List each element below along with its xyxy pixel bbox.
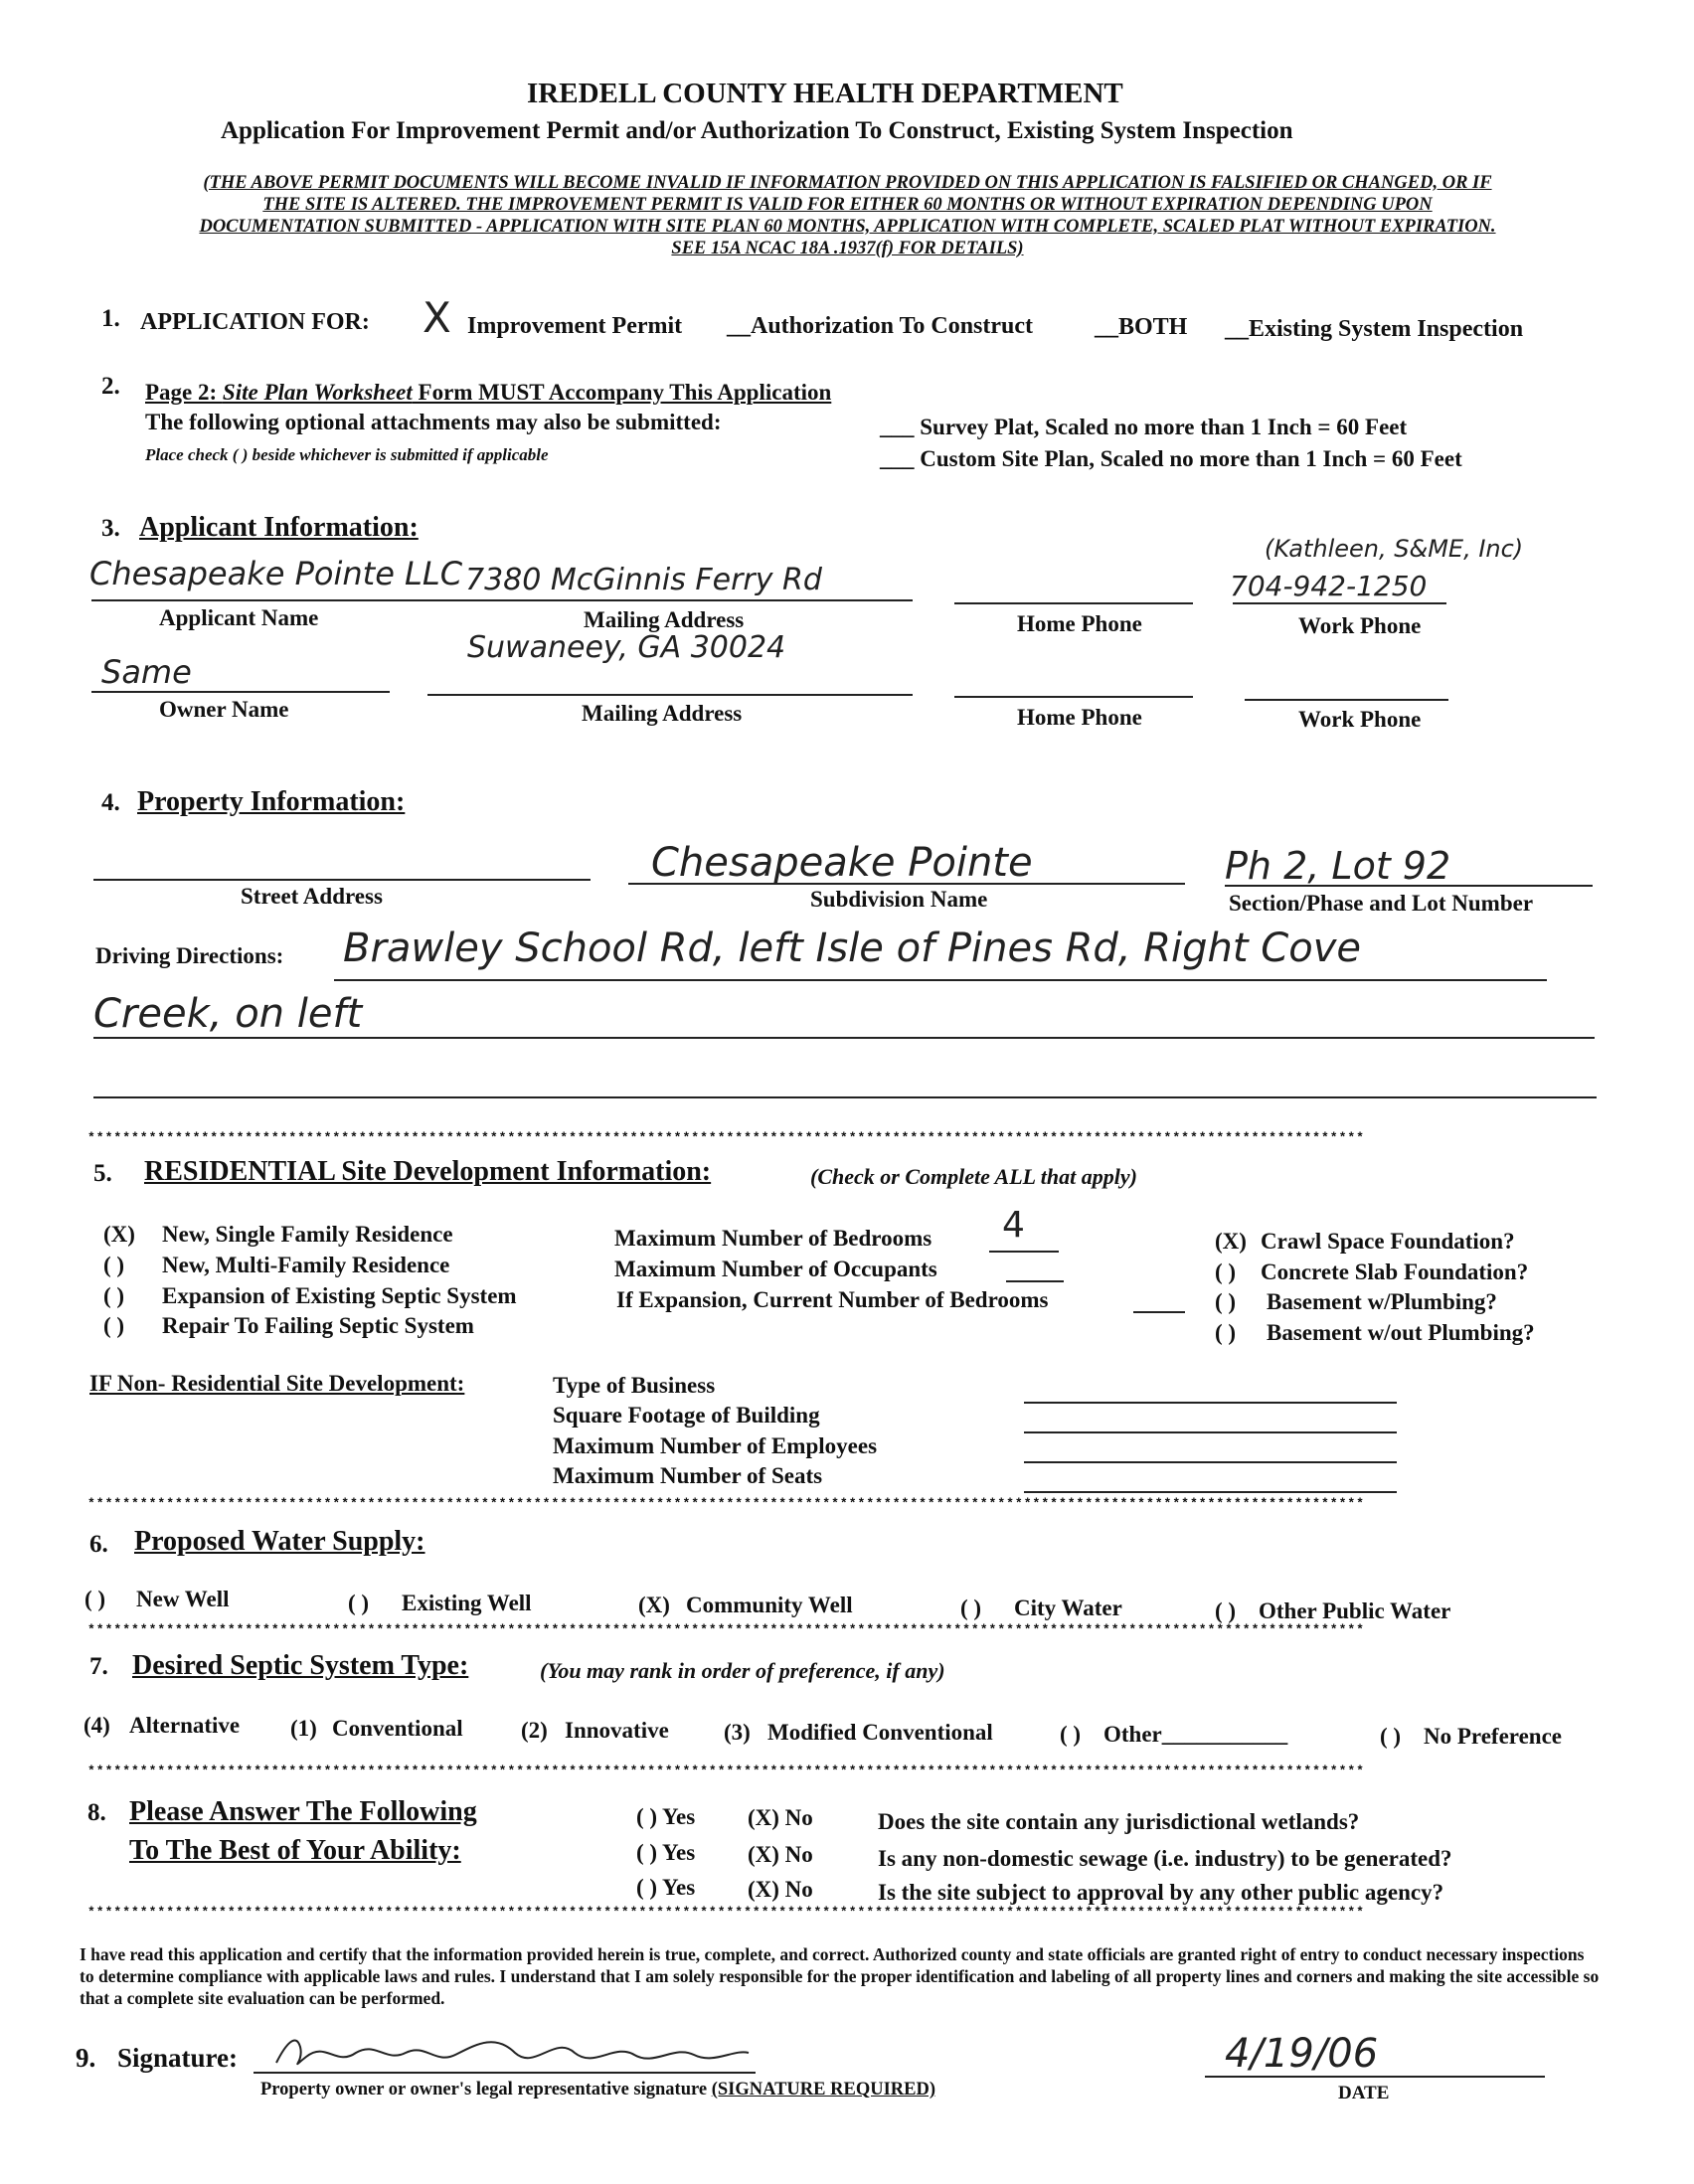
- warning-line-2: THE SITE IS ALTERED. THE IMPROVEMENT PERMIT IS VALID FOR EITHER 60 MONTHS OR WITHOUT EXPIRATION DEPENDING UPON: [262, 195, 1433, 215]
- signature-line: [254, 2072, 756, 2074]
- signature-caption: Property owner or owner's legal representative signature (SIGNATURE REQUIRED): [260, 2080, 935, 2100]
- alternative-label: Alternative: [129, 1713, 241, 1738]
- section-3-number: 3.: [101, 515, 120, 542]
- max-bedrooms-label: Maximum Number of Bedrooms: [614, 1226, 932, 1251]
- basement-plumbing-label: Basement w/Plumbing?: [1267, 1289, 1497, 1314]
- sewage-yes[interactable]: ( ) Yes: [636, 1840, 696, 1865]
- new-single-family-checkbox[interactable]: (X): [103, 1222, 135, 1247]
- date-label: DATE: [1338, 2083, 1390, 2103]
- section-9-number: 9.: [76, 2043, 96, 2073]
- expansion-checkbox[interactable]: ( ): [103, 1283, 125, 1308]
- date-value[interactable]: 4/19/06: [1225, 2031, 1379, 2077]
- signature-label: Signature:: [117, 2043, 239, 2073]
- warning-line-3: DOCUMENTATION SUBMITTED - APPLICATION WITH SITE PLAN 60 MONTHS, APPLICATION WITH COMPLETE, SCALED PLAT WITHOUT EXPIRATION.: [199, 217, 1496, 237]
- improvement-permit-check[interactable]: X: [423, 293, 451, 342]
- new-well-label: New Well: [136, 1587, 230, 1611]
- city-water-label: City Water: [1014, 1596, 1122, 1620]
- mailing-address-label: Mailing Address: [584, 607, 745, 632]
- new-well-checkbox[interactable]: ( ): [85, 1587, 106, 1611]
- expansion-label: Expansion of Existing Septic System: [162, 1283, 517, 1308]
- section-8-number: 8.: [87, 1799, 106, 1826]
- owner-home-phone-label: Home Phone: [1017, 705, 1142, 730]
- conventional-label: Conventional: [332, 1716, 463, 1741]
- max-bedrooms-line: [989, 1251, 1059, 1253]
- section-5-number: 5.: [93, 1160, 112, 1187]
- septic-type-note: (You may rank in order of preference, if any): [540, 1658, 945, 1683]
- no-preference-label: No Preference: [1424, 1724, 1562, 1749]
- work-phone-note-value[interactable]: (Kathleen, S&ME, Inc): [1265, 535, 1524, 563]
- driving-directions-line1-value[interactable]: Brawley School Rd, left Isle of Pines Rd, Right Cove: [343, 925, 1361, 971]
- owner-work-phone-label: Work Phone: [1298, 707, 1422, 732]
- handwritten-signature: [266, 2023, 754, 2083]
- form-subtitle: Application For Improvement Permit and/or Authorization To Construct, Existing System Inspection: [221, 117, 1293, 144]
- max-employees-label: Maximum Number of Employees: [553, 1433, 878, 1458]
- separator-stars-4: **************************************************************************************************************************************************: [87, 1764, 1365, 1777]
- water-supply-title: Proposed Water Supply:: [134, 1526, 425, 1557]
- sewage-no[interactable]: (X) No: [748, 1842, 813, 1867]
- square-footage-label: Square Footage of Building: [553, 1403, 820, 1428]
- work-phone-value[interactable]: 704-942-1250: [1230, 570, 1428, 602]
- residential-title: RESIDENTIAL Site Development Information:: [144, 1156, 712, 1187]
- type-of-business-label: Type of Business: [553, 1373, 716, 1398]
- residential-note: (Check or Complete ALL that apply): [810, 1164, 1137, 1189]
- new-multi-family-label: New, Multi-Family Residence: [162, 1253, 450, 1277]
- other-label: Other___________: [1103, 1722, 1288, 1747]
- city-water-checkbox[interactable]: ( ): [960, 1596, 982, 1620]
- section-6-number: 6.: [89, 1531, 108, 1558]
- innovative-rank[interactable]: (2): [521, 1718, 548, 1743]
- max-seats-line: [1024, 1491, 1397, 1493]
- mailing-address-line1-value[interactable]: 7380 McGinnis Ferry Rd: [465, 563, 822, 597]
- agency-no[interactable]: (X) No: [748, 1877, 813, 1902]
- separator-stars-3: **************************************************************************************************************************************************: [87, 1623, 1365, 1636]
- survey-plat-option[interactable]: ___ Survey Plat, Scaled no more than 1 Inch = 60 Feet: [880, 415, 1408, 439]
- septic-type-title: Desired Septic System Type:: [132, 1650, 469, 1681]
- applicant-info-title: Applicant Information:: [139, 512, 419, 543]
- square-footage-line: [1024, 1431, 1397, 1433]
- applicant-name-value[interactable]: Chesapeake Pointe LLC: [89, 555, 463, 592]
- owner-mailing-line: [427, 694, 913, 696]
- separator-stars-2: **************************************************************************************************************************************************: [87, 1497, 1365, 1510]
- home-phone-line: [954, 602, 1193, 604]
- max-bedrooms-value[interactable]: 4: [1002, 1205, 1025, 1246]
- owner-name-line: [91, 691, 390, 693]
- wetlands-question: Does the site contain any jurisdictional wetlands?: [878, 1809, 1360, 1834]
- work-phone-line: [1233, 602, 1446, 604]
- concrete-slab-label: Concrete Slab Foundation?: [1261, 1260, 1529, 1284]
- work-phone-label: Work Phone: [1298, 613, 1422, 638]
- modified-conventional-rank[interactable]: (3): [724, 1720, 751, 1745]
- directions-line-2: [93, 1037, 1595, 1039]
- community-well-checkbox[interactable]: (X): [638, 1593, 670, 1617]
- other-rank[interactable]: ( ): [1060, 1722, 1082, 1747]
- certification-text: I have read this application and certify that the information provided herein is true, complete, and correct. Authorized county and state officials are granted right of entry to conduct necessary inspections to determine compliance with applicable laws and rules. I understand that I am solely responsible for the proper identification and labeling of all property lines and corners and making the site accessible so that a complete site evaluation can be performed.: [80, 1944, 1600, 2008]
- crawl-space-checkbox[interactable]: (X): [1215, 1229, 1247, 1254]
- warning-line-4: SEE 15A NCAC 18A .1937(f) FOR DETAILS): [671, 239, 1024, 258]
- street-address-label: Street Address: [241, 884, 383, 909]
- property-info-title: Property Information:: [137, 786, 406, 817]
- wetlands-no[interactable]: (X) No: [748, 1805, 813, 1830]
- mailing-address-line2-value[interactable]: Suwaneey, GA 30024: [467, 630, 786, 665]
- driving-directions-label: Driving Directions:: [95, 943, 284, 968]
- agency-yes[interactable]: ( ) Yes: [636, 1875, 696, 1900]
- no-preference-rank[interactable]: ( ): [1380, 1724, 1402, 1749]
- section-lot-value[interactable]: Ph 2, Lot 92: [1225, 844, 1451, 888]
- crawl-space-label: Crawl Space Foundation?: [1261, 1229, 1515, 1254]
- innovative-label: Innovative: [565, 1718, 669, 1743]
- sewage-question: Is any non-domestic sewage (i.e. industry) to be generated?: [878, 1846, 1452, 1871]
- basement-no-plumbing-checkbox[interactable]: ( ): [1215, 1320, 1237, 1345]
- directions-line-3: [93, 1096, 1597, 1098]
- mailing-address-line: [427, 599, 913, 601]
- max-occupants-label: Maximum Number of Occupants: [614, 1257, 937, 1281]
- subdivision-value[interactable]: Chesapeake Pointe: [651, 840, 1033, 886]
- non-residential-title: IF Non- Residential Site Development:: [89, 1371, 465, 1396]
- warning-line-1: (THE ABOVE PERMIT DOCUMENTS WILL BECOME INVALID IF INFORMATION PROVIDED ON THIS APPLICATION IS FALSIFIED OR CHANGED, OR IF: [203, 173, 1492, 193]
- owner-work-phone-line: [1245, 699, 1448, 701]
- community-well-label: Community Well: [686, 1593, 853, 1617]
- max-occupants-line: [1006, 1280, 1064, 1282]
- separator-stars-5: **************************************************************************************************************************************************: [87, 1906, 1365, 1919]
- owner-name-label: Owner Name: [159, 697, 289, 722]
- repair-checkbox[interactable]: ( ): [103, 1313, 125, 1338]
- wetlands-yes[interactable]: ( ) Yes: [636, 1804, 696, 1829]
- max-employees-line: [1024, 1461, 1397, 1463]
- modified-conventional-label: Modified Conventional: [767, 1720, 993, 1745]
- custom-site-plan-option[interactable]: ___ Custom Site Plan, Scaled no more than 1 Inch = 60 Feet: [880, 446, 1462, 471]
- concrete-slab-checkbox[interactable]: ( ): [1215, 1260, 1237, 1284]
- expansion-bedrooms-label: If Expansion, Current Number of Bedrooms: [616, 1287, 1049, 1312]
- place-check-note: Place check ( ) beside whichever is submitted if applicable: [145, 445, 549, 464]
- owner-home-phone-line: [954, 696, 1193, 698]
- section-7-number: 7.: [89, 1653, 108, 1680]
- questions-title-2: To The Best of Your Ability:: [129, 1835, 461, 1866]
- existing-well-label: Existing Well: [402, 1591, 532, 1615]
- new-multi-family-checkbox[interactable]: ( ): [103, 1253, 125, 1277]
- conventional-rank[interactable]: (1): [290, 1716, 317, 1741]
- option-both[interactable]: __BOTH: [1095, 314, 1188, 340]
- applicant-name-label: Applicant Name: [159, 605, 319, 630]
- application-for-label: APPLICATION FOR:: [140, 309, 370, 335]
- section-lot-line: [1225, 885, 1593, 887]
- site-plan-requirement: Page 2: Site Plan Worksheet Form MUST Accompany This Application: [145, 380, 832, 405]
- owner-name-value[interactable]: Same: [101, 653, 192, 691]
- existing-well-checkbox[interactable]: ( ): [348, 1591, 370, 1615]
- option-improvement-permit[interactable]: Improvement Permit: [467, 313, 683, 339]
- driving-directions-line2-value[interactable]: Creek, on left: [93, 991, 363, 1037]
- department-title: IREDELL COUNTY HEALTH DEPARTMENT: [527, 78, 1123, 109]
- repair-label: Repair To Failing Septic System: [162, 1313, 474, 1338]
- new-single-family-label: New, Single Family Residence: [162, 1222, 453, 1247]
- section-lot-label: Section/Phase and Lot Number: [1229, 891, 1534, 916]
- type-of-business-line: [1024, 1402, 1397, 1404]
- questions-title-1: Please Answer The Following: [129, 1796, 477, 1827]
- option-authorization[interactable]: __Authorization To Construct: [727, 313, 1034, 339]
- separator-stars-1: **************************************************************************************************************************************************: [87, 1131, 1365, 1144]
- owner-mailing-label: Mailing Address: [582, 701, 743, 726]
- basement-plumbing-checkbox[interactable]: ( ): [1215, 1289, 1237, 1314]
- directions-line-1: [334, 979, 1547, 981]
- option-existing-inspection[interactable]: __Existing System Inspection: [1225, 316, 1524, 342]
- applicant-name-line: [91, 599, 439, 601]
- agency-question: Is the site subject to approval by any other public agency?: [878, 1880, 1444, 1905]
- section-1-number: 1.: [101, 305, 120, 332]
- expansion-bedrooms-line: [1133, 1311, 1185, 1313]
- optional-attachments-text: The following optional attachments may also be submitted:: [145, 410, 722, 434]
- date-line: [1205, 2076, 1545, 2078]
- street-address-line: [93, 879, 591, 881]
- home-phone-label: Home Phone: [1017, 611, 1142, 636]
- subdivision-line: [628, 883, 1185, 885]
- subdivision-label: Subdivision Name: [810, 887, 988, 912]
- other-public-water-checkbox[interactable]: ( ): [1215, 1598, 1237, 1623]
- max-seats-label: Maximum Number of Seats: [553, 1463, 823, 1488]
- section-4-number: 4.: [101, 789, 120, 816]
- alternative-rank[interactable]: (4): [84, 1713, 110, 1738]
- basement-no-plumbing-label: Basement w/out Plumbing?: [1267, 1320, 1535, 1345]
- other-public-water-label: Other Public Water: [1259, 1598, 1451, 1623]
- section-2-number: 2.: [101, 373, 120, 400]
